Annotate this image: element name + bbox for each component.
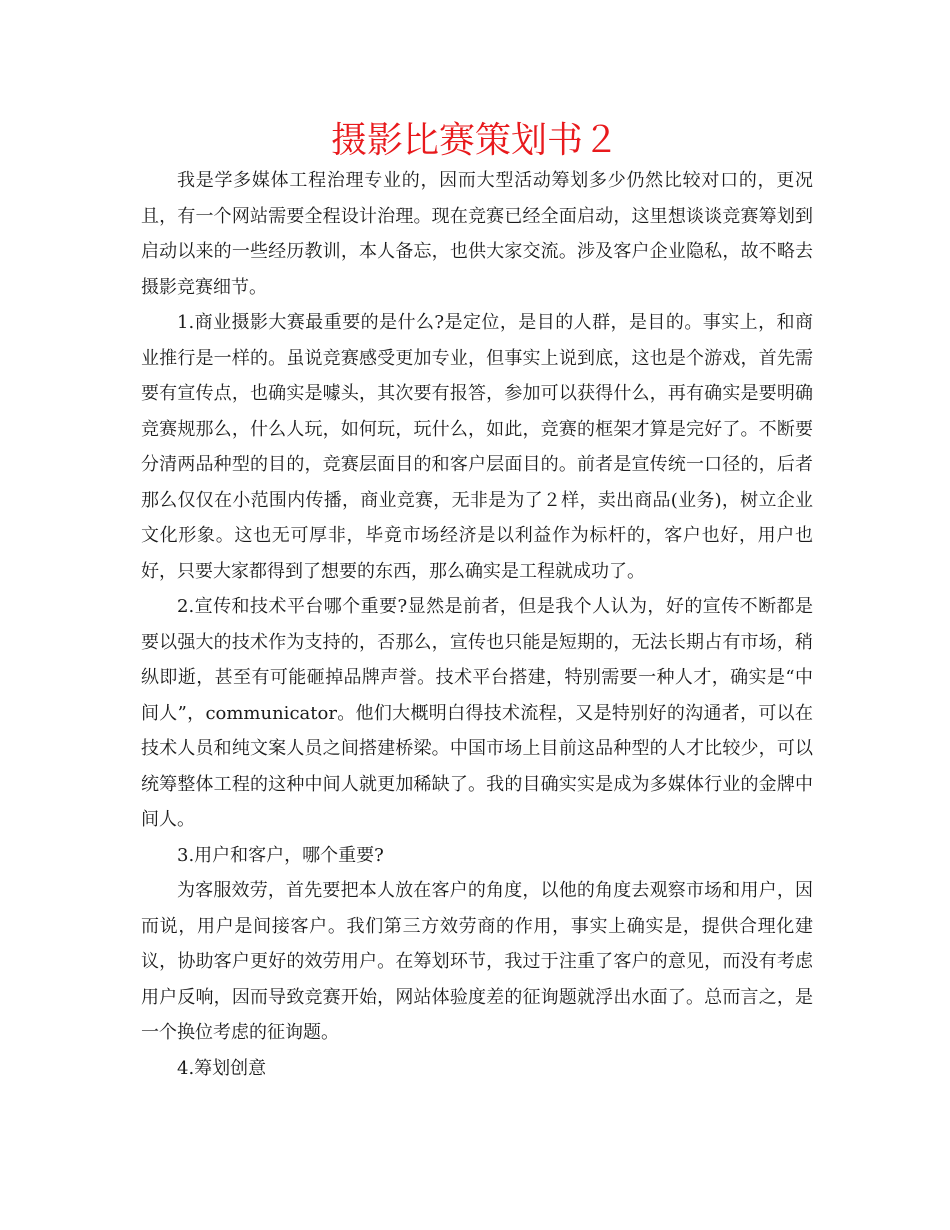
document-title: 摄影比赛策划书２ (330, 120, 619, 161)
paragraph-section-3-heading: 3.用户和客户，哪个重要? (177, 844, 384, 866)
paragraph-section-1: 1.商业摄影大赛最重要的是什么?是定位，是目的人群，是目的。事实上，和商业推行是一样的。虽说竞赛感受更加专业，但事实上说到底，这也是个游戏，首先需要有宣传点，也确实是噱头，其次要有报答，参加可以获得什么，再有确实是要明确竞赛规那么，什么人玩，如何玩，玩什么，如此，竞赛的框架才算是完好了。不断要分清两品种型的目的，竞赛层面目的和客户层面目的。前者是宣传统一口径的，后者那么仅仅在小范围内传播，商业竞赛，无非是为了２样，卖出商品(业务)，树立企业文化形象。这也无可厚非，毕竟市场经济是以利益作为标杆的，客户也好，用户也好，只要大家都得到了想要的东西，那么确实是工程就成功了。 (141, 312, 813, 582)
paragraph-section-2: 2.宣传和技术平台哪个重要?显然是前者，但是我个人认为，好的宣传不断都是要以强大的技术作为支持的，否那么，宣传也只能是短期的，无法长期占有市场，稍纵即逝，甚至有可能砸掉品牌声誉。技术平台搭建，特别需要一种人才，确实是“中间人”，communicator。他们大概明白得技术流程，又是特别好的沟通者，可以在技术人员和纯文案人员之间搭建桥梁。中国市场上目前这品种型的人才比较少，可以统筹整体工程的这种中间人就更加稀缺了。我的目确实实是成为多媒体行业的金牌中间人。 (141, 596, 813, 830)
paragraph-section-3-body: 为客服效劳，首先要把本人放在客户的角度，以他的角度去观察市场和用户，因而说，用户是间接客户。我们第三方效劳商的作用，事实上确实是，提供合理化建议，协助客户更好的效劳用户。在筹划环节，我过于注重了客户的意见，而没有考虑用户反响，因而导致竞赛开始，网站体验度差的征询题就浮出水面了。总而言之，是一个换位考虑的征询题。 (141, 880, 813, 1043)
paragraph-section-4-heading: 4.筹划创意 (177, 1057, 267, 1079)
document-body (141, 163, 813, 1086)
paragraph-intro: 我是学多媒体工程治理专业的，因而大型活动筹划多少仍然比较对口的，更况且，有一个网站需要全程设计治理。现在竞赛已经全面启动，这里想谈谈竞赛筹划到启动以来的一些经历教训，本人备忘，也供大家交流。涉及客户企业隐私，故不略去摄影竞赛细节。 (141, 170, 813, 298)
